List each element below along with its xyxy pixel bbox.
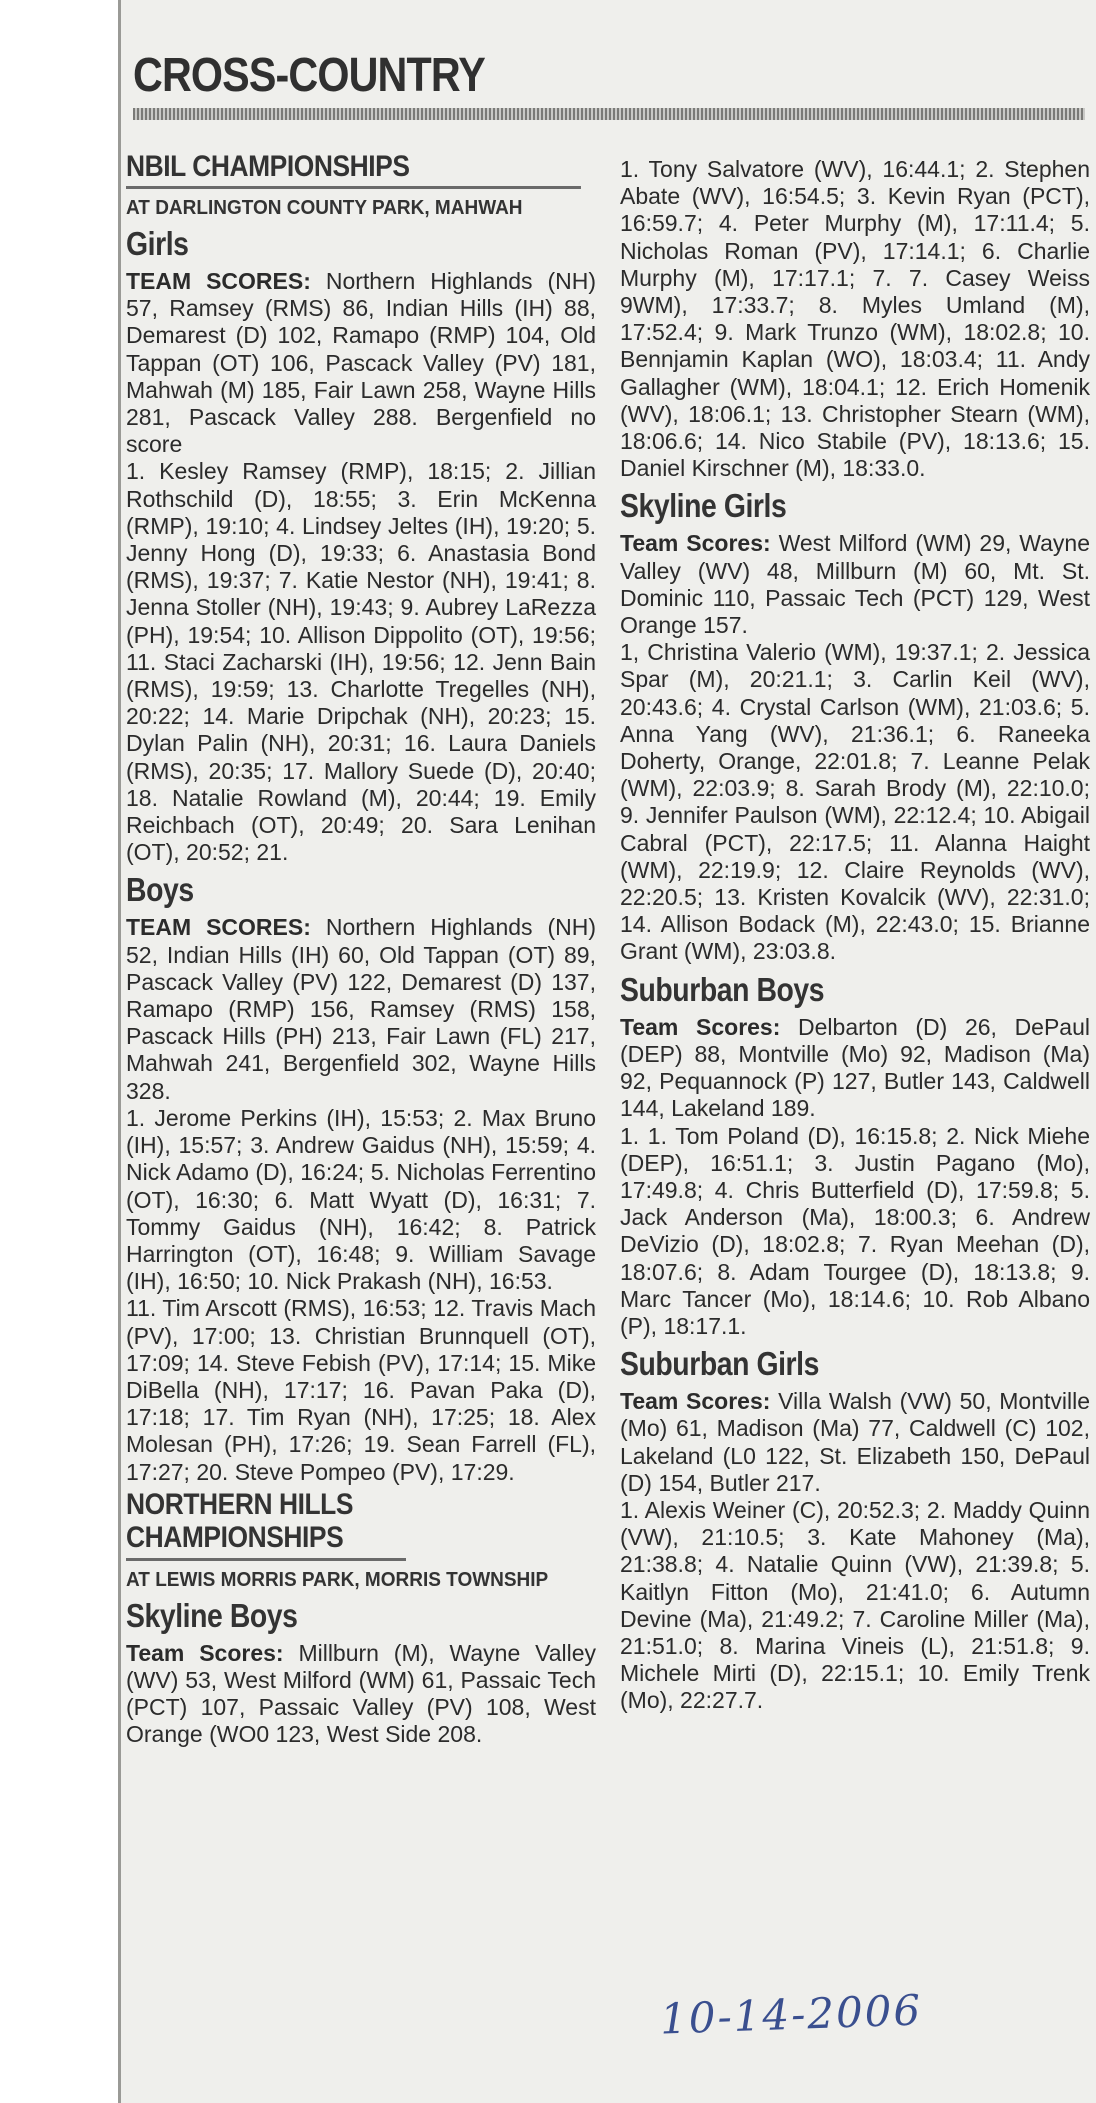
banner-rule [133, 108, 1085, 120]
title-rule [126, 1558, 406, 1561]
team-scores-label: TEAM SCORES: [126, 268, 311, 294]
nbil-venue: AT DARLINGTON COUNTY PARK, MAHWAH [126, 197, 523, 219]
team-scores-text: Villa Walsh (VW) 50, Montville (Mo) 61, Madison (Ma) 77, Caldwell (C) 102, Lakeland (L0 122, St. Elizabeth 150, DePaul (D) 154, Butler 217. [620, 1388, 1091, 1496]
nbil-boys-team-scores [126, 914, 596, 1104]
nbil-girls-heading: Girls [126, 225, 189, 262]
suburban-girls-team-scores [620, 1388, 1090, 1497]
skyline-boys-team-scores [126, 1640, 596, 1749]
suburban-girls-heading: Suburban Girls [620, 1345, 819, 1383]
skyline-boys-heading: Skyline Boys [126, 1596, 298, 1634]
skyline-boys-results: 1. Tony Salvatore (WV), 16:44.1; 2. Stephen Abate (WV), 16:54.5; 3. Kevin Ryan (PCT), 16:59.7; 4. Peter Murphy (M), 17:11.4; 5. Nicholas Roman (PV), 17:14.1; 6. Charlie Murphy (M), 17:17.1; 7. 7. Casey Weiss 9WM), 17:33.7; 8. Myles Umland (M), 17:52.4; 9. Mark Trunzo (WM), 18:02.8; 10. Bennjamin Kaplan (WO), 18:03.4; 11. Andy Gallagher (WM), 18:04.1; 12. Erich Homenik (WV), 18:06.1; 13. Christopher Stearn (WM), 18:06.6; 14. Nico Stabile (PV), 18:13.6; 15. Daniel Kirschner (M), 18:33.0. [620, 156, 1090, 482]
skyline-girls-results: 1, Christina Valerio (WM), 19:37.1; 2. Jessica Spar (M), 20:21.1; 3. Carlin Keil (WV), 20:43.6; 4. Crystal Carlson (WM), 21:03.6; 5. Anna Yang (WV), 21:36.1; 6. Raneeka Doherty, Orange, 22:01.8; 7. Leanne Pelak (WM), 22:03.9; 8. Sarah Brody (M), 22:10.0; 9. Jennifer Paulson (WM), 22:12.4; 10. Abigail Cabral (PCT), 22:17.5; 11. Alanna Haight (WM), 22:19.9; 12. Claire Reynolds (WV), 22:20.5; 13. Kristen Kovalcik (WV), 22:31.0; 14. Allison Bodack (M), 22:43.0; 15. Brianne Grant (WM), 23:03.8. [620, 639, 1090, 965]
right-column [620, 156, 1090, 1715]
team-scores-text: Millburn (M), Wayne Valley (WV) 53, West Milford (WM) 61, Passaic Tech (PCT) 107, Passaic Valley (PV) 108, West Orange (WO0 123, West Side 208. [126, 1639, 597, 1748]
team-scores-label: Team Scores: [620, 1013, 781, 1040]
nbil-boys-results-2: 11. Tim Arscott (RMS), 16:53; 12. Travis Mach (PV), 17:00; 13. Christian Brunnquell (OT), 17:09; 14. Steve Febish (PV), 17:14; 15. Mike DiBella (NH), 17:17; 16. Pavan Paka (D), 17:18; 17. Tim Ryan (NH), 17:25; 18. Alex Molesan (PH), 17:26; 19. Sean Farrell (FL), 17:27; 20. Steve Pompeo (PV), 17:29. [126, 1295, 596, 1485]
skyline-girls-team-scores [620, 530, 1090, 639]
left-column [126, 148, 596, 1749]
handwritten-date: 10-14-2006 [659, 1985, 923, 2044]
suburban-girls-results: 1. Alexis Weiner (C), 20:52.3; 2. Maddy Quinn (VW), 21:10.5; 3. Kate Mahoney (Ma), 21:38.8; 4. Natalie Quinn (VW), 21:39.8; 5. Kaitlyn Fitton (Mo), 21:41.0; 6. Autumn Devine (Ma), 21:49.2; 7. Caroline Miller (Ma), 21:51.0; 8. Marina Vineis (L), 21:51.8; 9. Michele Mirti (D), 22:15.1; 10. Emily Trenk (Mo), 22:27.7. [620, 1496, 1090, 1714]
suburban-boys-results: 1. 1. Tom Poland (D), 16:15.8; 2. Nick Miehe (DEP), 16:51.1; 3. Justin Pagano (Mo), 17:49.8; 4. Chris Butterfield (D), 17:59.8; 5. Jack Anderson (Ma), 18:00.3; 6. Andrew DeVizio (D), 18:02.8; 7. Ryan Meehan (D), 18:07.6; 8. Adam Tourgee (D), 18:13.8; 9. Marc Tancer (Mo), 18:14.6; 10. Rob Albano (P), 18:17.1. [620, 1122, 1090, 1339]
section-banner: CROSS-COUNTRY [133, 49, 485, 102]
suburban-boys-team-scores [620, 1014, 1090, 1123]
skyline-girls-heading: Skyline Girls [620, 487, 787, 525]
team-scores-label: Team Scores: [126, 1639, 284, 1666]
clipping-edge [118, 0, 121, 2103]
nbil-girls-results: 1. Kesley Ramsey (RMP), 18:15; 2. Jillian Rothschild (D), 18:55; 3. Erin McKenna (RMP), 19:10; 4. Lindsey Jeltes (IH), 19:20; 5. Jenny Hong (D), 19:33; 6. Anastasia Bond (RMS), 19:37; 7. Katie Nestor (NH), 19:41; 8. Jenna Stoller (NH), 19:43; 9. Aubrey LaRezza (PH), 19:54; 10. Allison Dippolito (OT), 19:56; 11. Staci Zacharski (IH), 19:56; 12. Jenn Bain (RMS), 19:59; 13. Charlotte Tregelles (NH), 20:22; 14. Marie Dripchak (NH), 20:23; 15. Dylan Palin (NH), 20:31; 16. Laura Daniels (RMS), 20:35; 17. Mallory Suede (D), 20:40; 18. Natalie Rowland (M), 20:44; 19. Emily Reichbach (OT), 20:49; 20. Sara Lenihan (OT), 20:52; 21. [126, 458, 596, 866]
nbil-boys-heading: Boys [126, 871, 194, 909]
nbil-girls-team-scores [126, 268, 596, 458]
team-scores-label: Team Scores: [620, 1388, 771, 1415]
nbil-title: NBIL CHAMPIONSHIPS [126, 150, 581, 189]
team-scores-label: Team Scores: [620, 530, 771, 557]
suburban-boys-heading: Suburban Boys [620, 970, 825, 1008]
northern-hills-title: NORTHERN HILLS CHAMPIONSHIPS [126, 1487, 354, 1554]
team-scores-text: Northern Highlands (NH) 57, Ramsey (RMS) 86, Indian Hills (IH) 88, Demarest (D) 102, Ramapo (RMP) 104, Old Tappan (OT) 106, Pascack Valley (PV) 181, Mahwah (M) 185, Fair Lawn 258, Wayne Hills 281, Pascack Valley 288. Bergenfield no score [126, 268, 597, 458]
northern-hills-venue: AT LEWIS MORRIS PARK, MORRIS TOWNSHIP [126, 1568, 549, 1591]
team-scores-text: Delbarton (D) 26, DePaul (DEP) 88, Montville (Mo) 92, Madison (Ma) 92, Pequannock (P) 127, Butler 143, Caldwell 144, Lakeland 189. [620, 1013, 1091, 1122]
team-scores-text: West Milford (WM) 29, Wayne Valley (WV) 48, Millburn (M) 60, Mt. St. Dominic 110, Passaic Tech (PCT) 129, West Orange 157. [620, 530, 1091, 639]
nbil-boys-results: 1. Jerome Perkins (IH), 15:53; 2. Max Bruno (IH), 15:57; 3. Andrew Gaidus (NH), 15:59; 4. Nick Adamo (D), 16:24; 5. Nicholas Ferrentino (OT), 16:30; 6. Matt Wyatt (D), 16:31; 7. Tommy Gaidus (NH), 16:42; 8. Patrick Harrington (OT), 16:48; 9. William Savage (IH), 16:50; 10. Nick Prakash (NH), 16:53. [126, 1104, 596, 1295]
team-scores-label: TEAM SCORES: [126, 914, 311, 941]
team-scores-text: Northern Highlands (NH) 52, Indian Hills (IH) 60, Old Tappan (OT) 89, Pascack Valley (PV) 122, Demarest (D) 137, Ramapo (RMP) 156, Ramsey (RMS) 158, Pascack Hills (PH) 213, Fair Lawn (FL) 217, Mahwah 241, Bergenfield 302, Wayne Hills 328. [126, 914, 597, 1104]
